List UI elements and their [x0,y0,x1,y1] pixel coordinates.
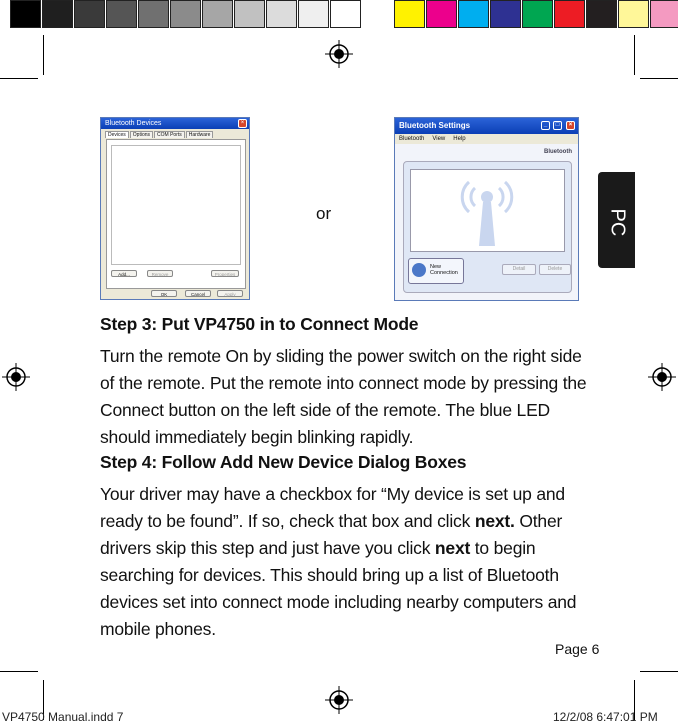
color-swatch [298,0,329,28]
color-swatch [426,0,457,28]
crop-mark [640,78,678,79]
registration-mark-icon [648,363,676,391]
crop-mark [0,671,38,672]
color-swatch [74,0,105,28]
maximize-icon[interactable]: □ [553,121,562,130]
cancel-button[interactable]: Cancel [185,290,211,297]
crop-mark [634,35,635,75]
ok-button[interactable]: OK [151,290,177,297]
or-label: or [316,204,332,223]
window-titlebar [101,118,249,129]
window-title: Bluetooth Devices [105,120,162,127]
color-swatch [394,0,425,28]
registration-mark-icon [325,40,353,68]
crop-mark [43,35,44,75]
footer-timestamp: 12/2/08 6:47:01 PM [553,710,658,724]
apply-button[interactable]: Apply [217,290,243,297]
close-icon[interactable]: × [566,121,575,130]
color-swatch [586,0,617,28]
new-connection-button[interactable] [408,258,464,284]
add-button[interactable]: Add... [111,270,137,277]
color-swatch [170,0,201,28]
registration-mark-icon [2,363,30,391]
bluetooth-brand: Bluetooth [544,149,572,155]
step4-text: Your driver may have a checkbox for “My device is set up and ready to be found”. If so, check that box and click [100,484,565,531]
menu-view[interactable]: View [432,136,446,142]
device-list[interactable] [111,145,241,265]
bluetooth-signal-icon [455,174,519,248]
remove-button[interactable]: Remove [147,270,173,277]
step4-text: to begin searching for devices. This should bring up a list of Bluetooth devices set into connect mode including nearby computers and mobile phones. [100,538,577,639]
devices-area [403,161,572,293]
color-calibration-bar [10,0,678,30]
crop-mark [640,671,678,672]
section-tab-label: PC [606,208,629,237]
color-swatch [554,0,585,28]
device-panel[interactable] [410,169,565,252]
crop-mark [0,78,38,79]
close-icon[interactable]: × [238,119,247,128]
page-number: Page 6 [555,641,600,657]
step3-body: Turn the remote On by sliding the power switch on the right side of the remote. Put the remote into connect mode by pressing the Connect button on the left side of the remote. The blue LED should immediately begin blinking rapidly. [100,346,587,447]
tab-options[interactable]: Options [130,131,153,138]
color-swatch [266,0,297,28]
color-swatch [234,0,265,28]
step4-body [100,481,590,643]
color-swatch [490,0,521,28]
minimize-icon[interactable]: _ [541,121,550,130]
new-connection-icon [412,263,426,277]
color-swatch [42,0,73,28]
color-swatch [330,0,361,28]
tab-strip [101,129,249,138]
bluetooth-settings-window [394,117,579,301]
color-swatch [138,0,169,28]
section-tab [598,172,635,268]
step4-bold-next: next [434,538,471,558]
color-swatch [10,0,41,28]
color-swatch [522,0,553,28]
tab-hardware[interactable]: Hardware [186,131,214,138]
detail-button[interactable]: Detail [502,264,536,275]
tab-com-ports[interactable]: COM Ports [154,131,185,138]
footer-file-info: VP4750 Manual.indd 7 [2,710,124,724]
registration-mark-icon [325,686,353,714]
delete-button[interactable]: Delete [539,264,571,275]
step4-text: Other drivers skip this step and just have you click [100,511,563,558]
tab-panel [106,139,246,289]
menu-help[interactable]: Help [453,136,466,142]
color-swatch [458,0,489,28]
new-connection-label: New Connection [430,264,458,276]
bluetooth-devices-window [100,117,250,300]
step4-heading: Step 4: Follow Add New Device Dialog Boxes [100,452,467,472]
menu-bar [395,134,578,144]
step3-heading: Step 3: Put VP4750 in to Connect Mode [100,314,419,334]
window-titlebar [395,118,578,134]
color-swatch [618,0,649,28]
properties-button[interactable]: Properties [211,270,239,277]
color-swatch [202,0,233,28]
color-swatch [650,0,678,28]
color-swatch [106,0,137,28]
window-title: Bluetooth Settings [399,121,471,130]
menu-bluetooth[interactable]: Bluetooth [399,136,425,142]
tab-devices[interactable]: Devices [105,131,129,138]
step4-bold-next: next. [474,511,515,531]
